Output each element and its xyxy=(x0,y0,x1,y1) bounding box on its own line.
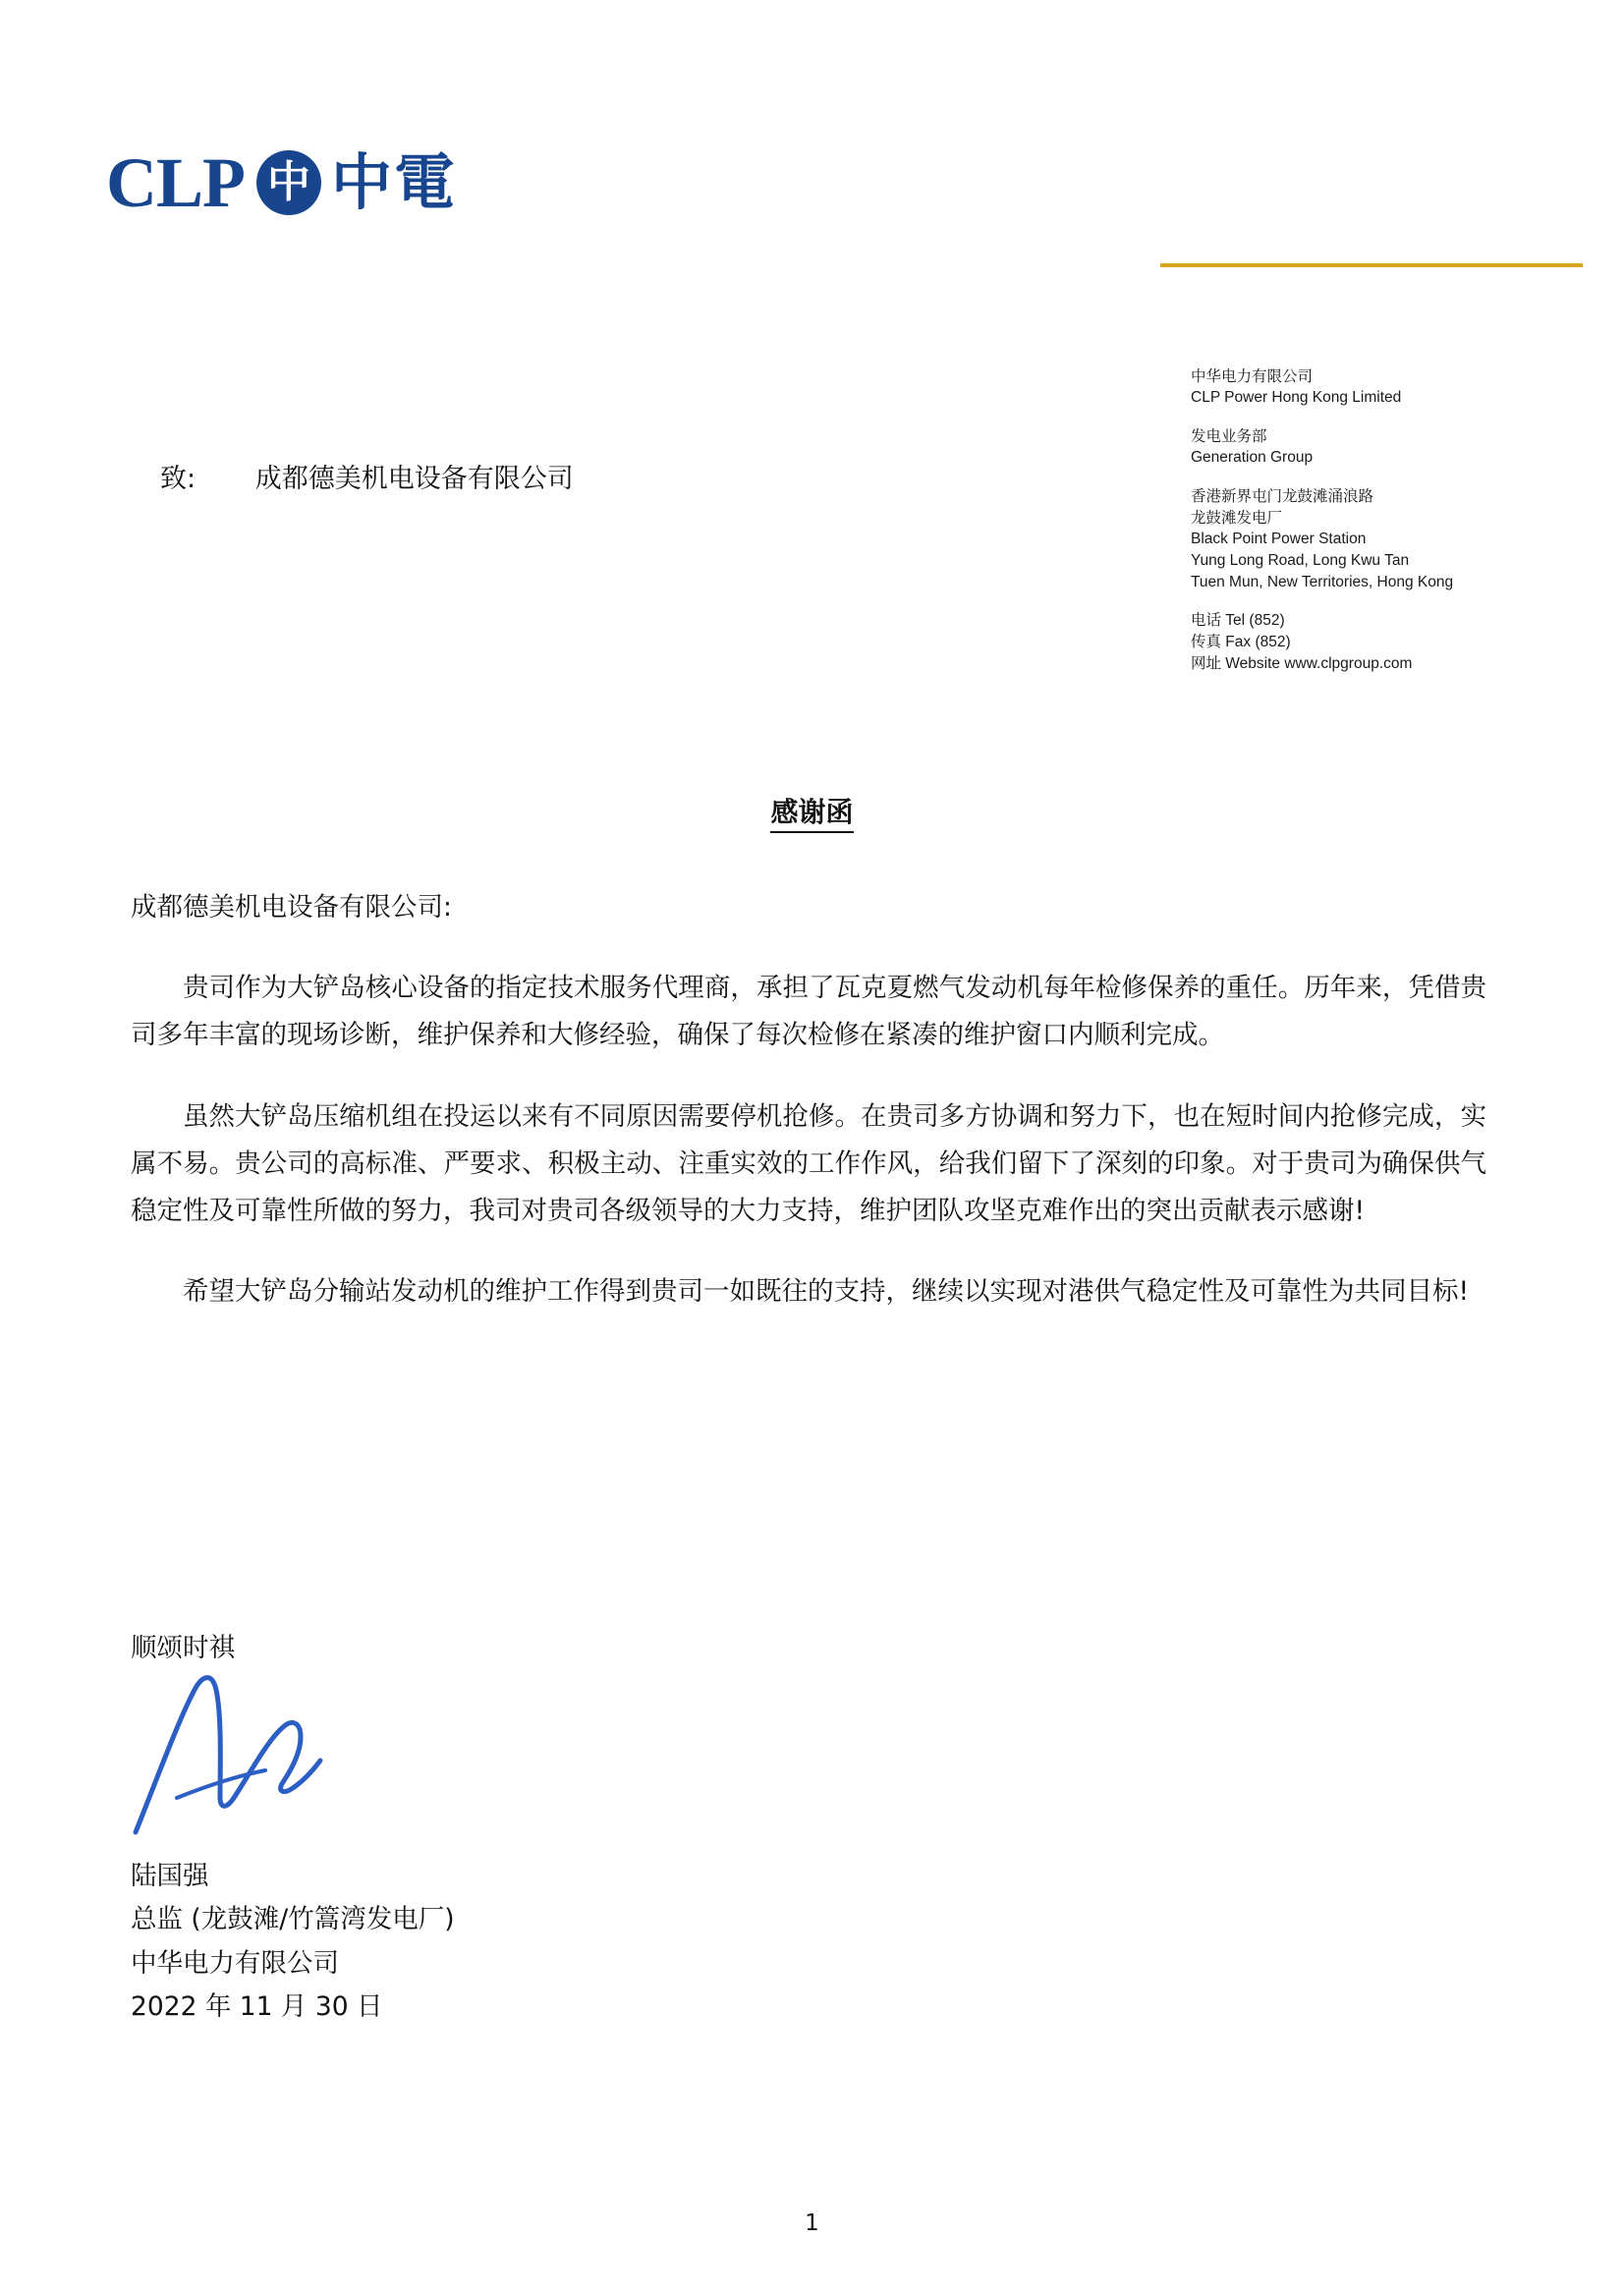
document-title-text: 感谢函 xyxy=(770,796,853,833)
address-line-cn-2: 龙鼓滩发电厂 xyxy=(1191,509,1283,527)
signer-company: 中华电力有限公司 xyxy=(131,1947,339,1979)
signature-block xyxy=(131,1857,455,2031)
signer-title: 总监 (龙鼓滩/竹篙湾发电厂) xyxy=(131,1904,455,1935)
logo-wordmark: CLP xyxy=(106,143,245,222)
address-contact xyxy=(1191,610,1603,675)
signature-date: 2022 年 11 月 30 日 xyxy=(131,1990,383,2022)
clp-logo xyxy=(106,143,458,222)
address-company-cn: 中华电力有限公司 xyxy=(1191,367,1314,385)
address-website[interactable]: 网址 Website www.clpgroup.com xyxy=(1191,655,1413,672)
address-line-en-1: Black Point Power Station xyxy=(1191,531,1367,547)
logo-circle-mark: 中 xyxy=(256,150,321,215)
recipient-name: 成都德美机电设备有限公司 xyxy=(254,464,574,494)
recipient-label: 致: xyxy=(160,464,196,494)
accent-rule xyxy=(1160,263,1583,267)
address-tel: 电话 Tel (852) xyxy=(1191,612,1285,629)
address-line-cn-1: 香港新界屯门龙鼓滩涌浪路 xyxy=(1191,487,1374,505)
body-paragraph-3: 希望大铲岛分输站发动机的维护工作得到贵司一如既往的支持，继续以实现对港供气稳定性及可靠性为共同目标! xyxy=(183,1276,1470,1308)
document-title xyxy=(0,791,1624,830)
valediction: 顺颂时祺 xyxy=(131,1633,235,1663)
letter-body xyxy=(131,884,1486,1350)
address-company-en: CLP Power Hong Kong Limited xyxy=(1191,389,1402,406)
address-company xyxy=(1191,365,1603,409)
salutation: 成都德美机电设备有限公司: xyxy=(131,892,452,923)
address-line-en-3: Tuen Mun, New Territories, Hong Kong xyxy=(1191,574,1454,590)
body-paragraph-2: 虽然大铲岛压缩机组在投运以来有不同原因需要停机抢修。在贵司多方协调和努力下，也在短时间内抢修完成，实属不易。贵公司的高标准、严要求、积极主动、注重实效的工作作风，给我们留下了深刻的印象。对于贵司为确保供气稳定性及可靠性所做的努力，我司对贵司各级领导的大力支持，维护团队攻坚克难作出的突出贡献表示感谢! xyxy=(131,1100,1486,1227)
body-paragraph-1: 贵司作为大铲岛核心设备的指定技术服务代理商，承担了瓦克夏燃气发动机每年检修保养的重任。历年来，凭借贵司多年丰富的现场诊断，维护保养和大修经验，确保了每次检修在紧凑的维护窗口内顺利完成。 xyxy=(131,973,1486,1051)
sender-address-block xyxy=(1191,365,1603,692)
address-dept-en: Generation Group xyxy=(1191,449,1314,466)
signer-name: 陆国强 xyxy=(131,1861,209,1891)
page-number: 1 xyxy=(805,2211,819,2236)
address-line-en-2: Yung Long Road, Long Kwu Tan xyxy=(1191,552,1410,569)
address-location xyxy=(1191,485,1603,593)
address-dept-cn: 发电业务部 xyxy=(1191,427,1267,445)
address-department xyxy=(1191,425,1603,469)
address-fax: 传真 Fax (852) xyxy=(1191,634,1291,650)
logo-chinese-name: 中電 xyxy=(331,146,458,218)
signature-image xyxy=(118,1651,393,1847)
recipient-line xyxy=(160,457,574,495)
